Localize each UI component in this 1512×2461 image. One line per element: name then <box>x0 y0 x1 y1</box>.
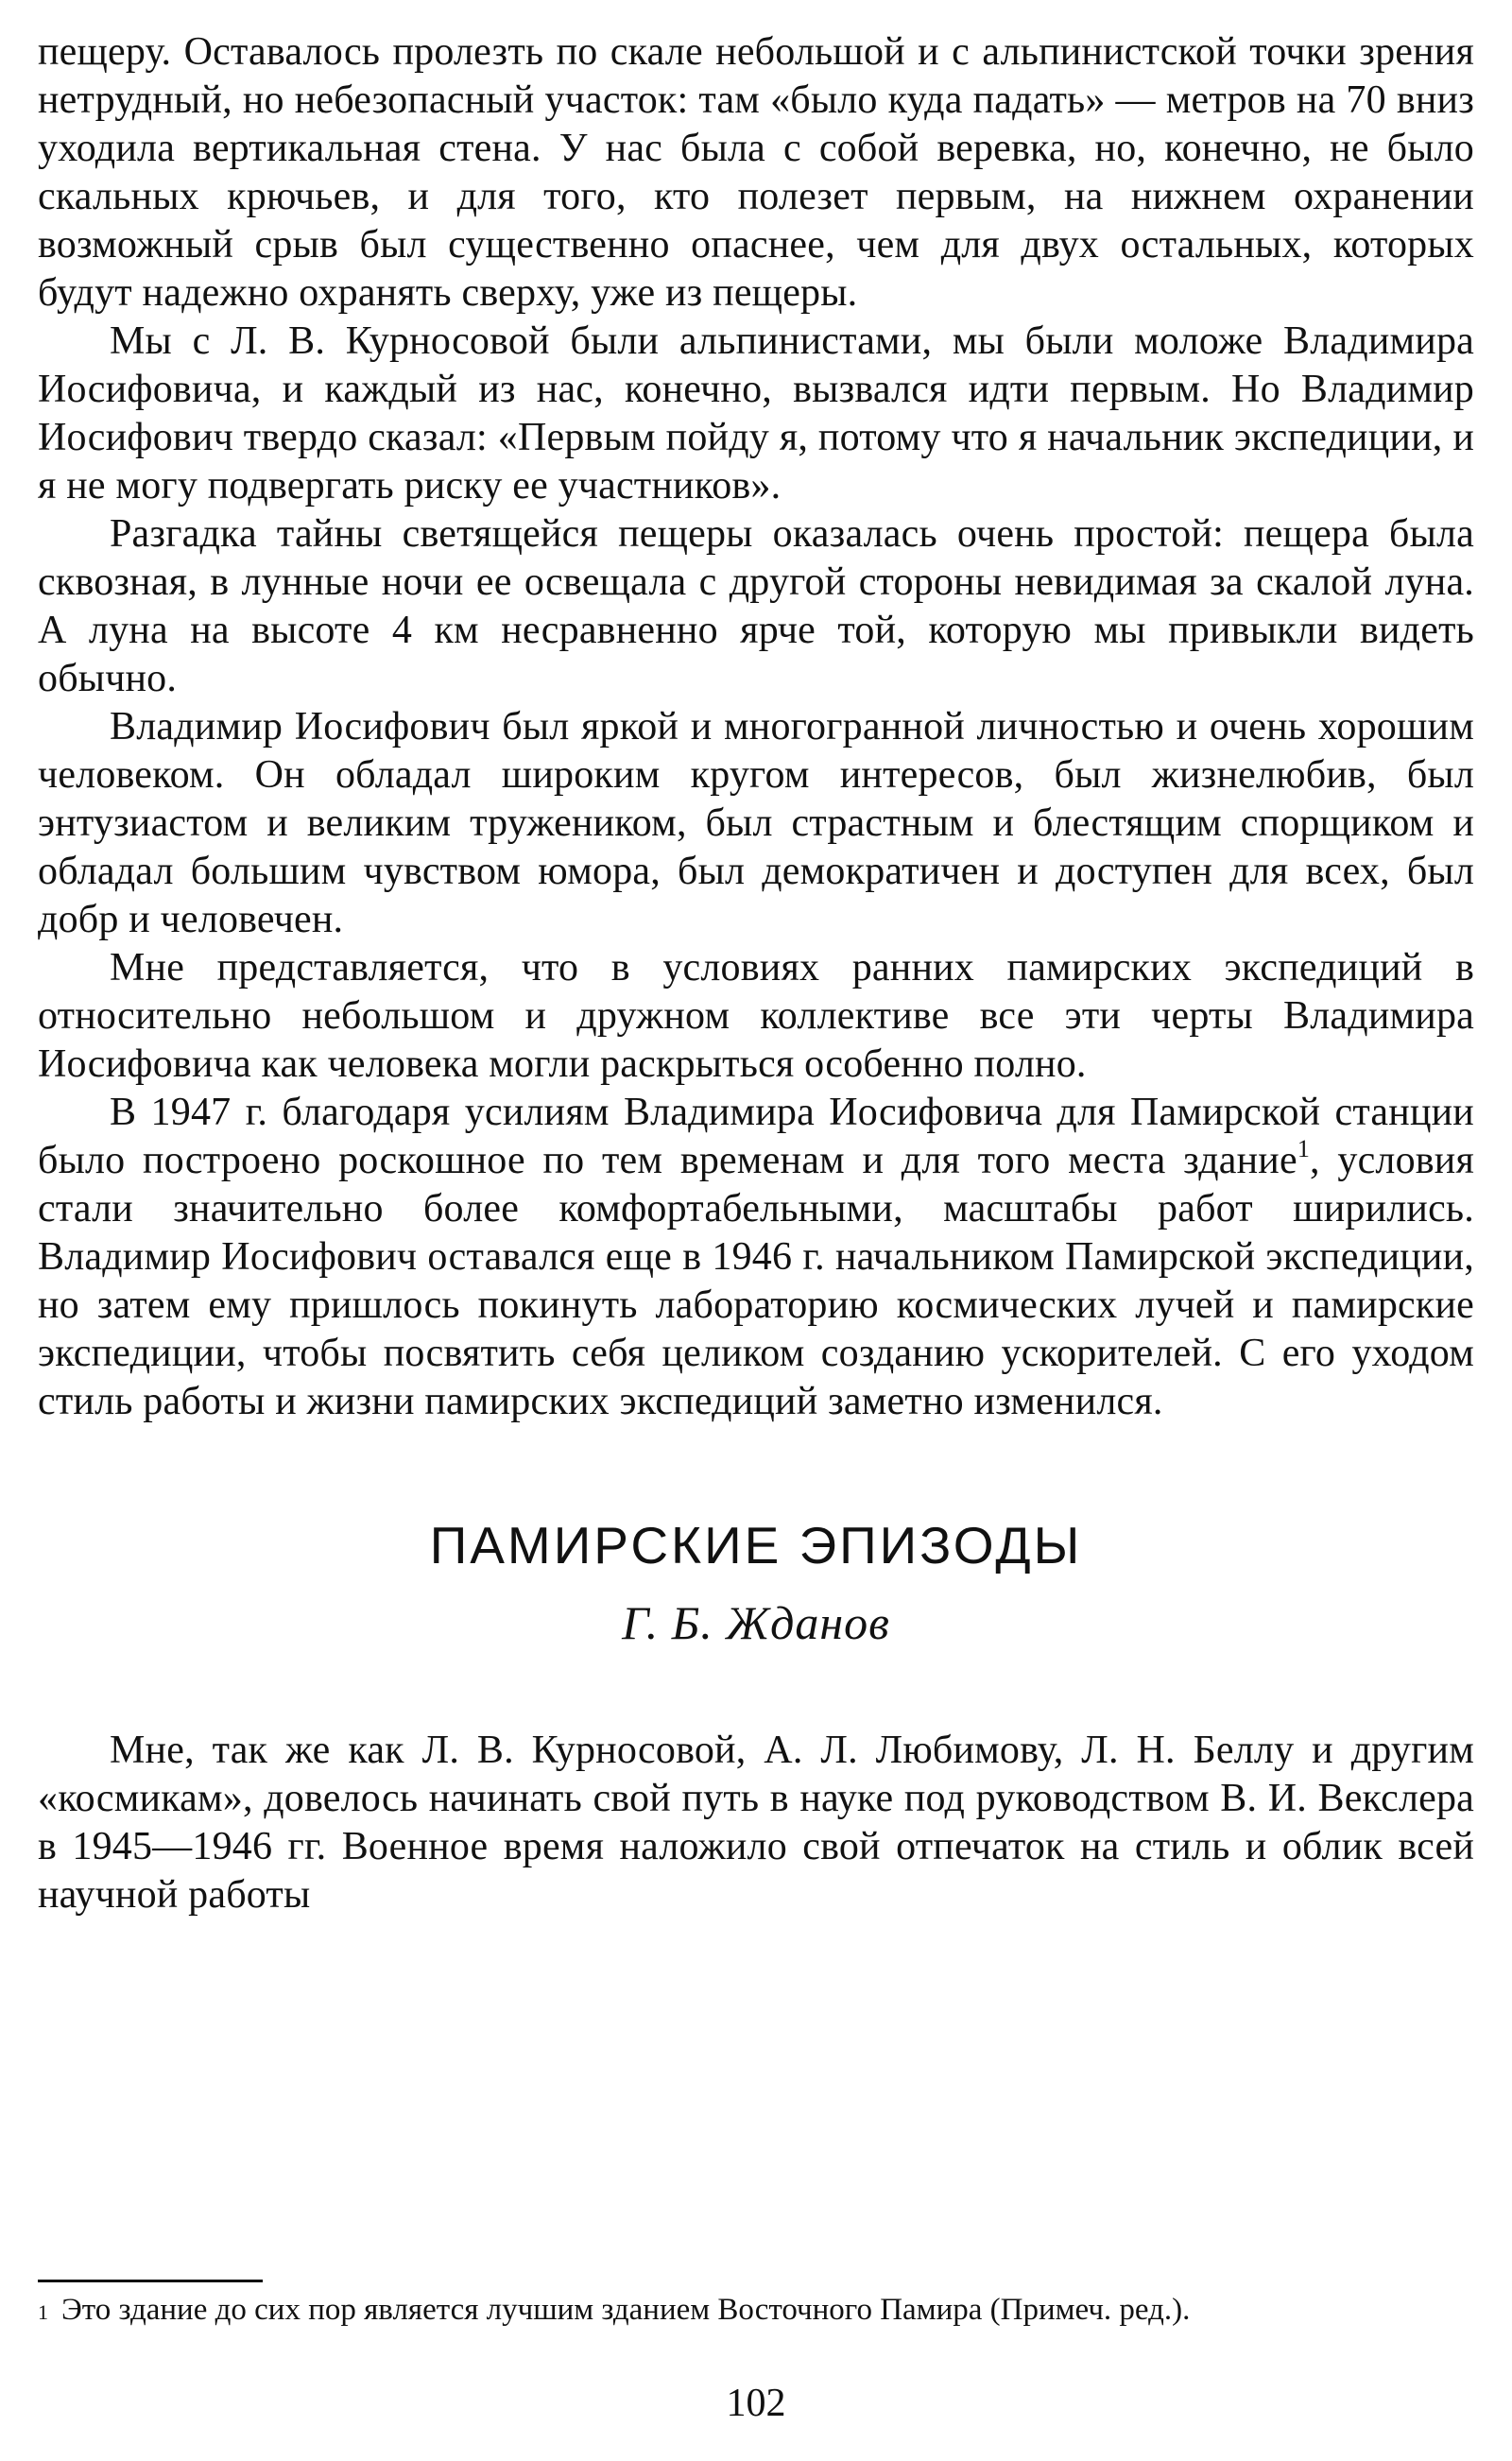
paragraph-who-goes-first: Мы с Л. В. Курносовой были альпинистами, мы были моложе Владимира Иосифовича, и каждый из нас, конечно, вызвался идти первым. Но Владимир Иосифович твердо сказал: «Первым пойду я, потому что я начальник экспедиции, и я не могу подвергать риску ее участников». <box>38 319 1474 508</box>
footnote <box>38 2291 1474 2330</box>
paragraph-section-intro: Мне, так же как Л. В. Курносовой, А. Л. Любимову, Л. Н. Беллу и другим «космикам», довелось начинать свой путь в науке под руководством В. И. Векслера в 1945—1946 гг. Военное время наложило свой отпечаток на стиль и облик всей научной работы <box>38 1729 1474 1917</box>
paragraph-cave-climb: пещеру. Оставалось пролезть по скале небольшой и с альпинистской точки зрения нетрудный, но небезопасный участок: там «было куда падать» — метров на 70 вниз уходила вертикальная стена. У нас была с собой веревка, но, конечно, не было скальных крючьев, и для того, кто полезет первым, на нижнем охранении возможный срыв был существенно опаснее, чем для двух остальных, которых будут надежно охранять сверху, уже из пещеры. <box>38 30 1474 315</box>
section-author: Г. Б. Жданов <box>622 1596 890 1649</box>
section-title: ПАМИРСКИЕ ЭПИЗОДЫ <box>429 1516 1083 1575</box>
paragraph-1947-text-end: , условия стали значительно более комфортабельными, масштабы работ ширились. Владимир Иосифович оставался еще в 1946 г. начальником Памирской экспедиции, но затем ему пришлось покинуть лабораторию космических лучей и памирские экспедиции, чтобы посвятить себя целиком созданию ускорителей. С его уходом стиль работы и жизни памирских экспедиций заметно изменился. <box>38 1139 1474 1423</box>
paragraph-personality: Владимир Иосифович был яркой и многогранной личностью и очень хорошим человеком. Он обладал широким кругом интересов, был жизнелюбив, был энтузиастом и великим тружеником, был страстным и блестящим спорщиком и обладал большим чувством юмора, был демократичен и доступен для всех, был добр и человечен. <box>38 705 1474 941</box>
paragraph-1947-building <box>38 1089 1474 1426</box>
footnote-text: Это здание до сих пор является лучшим зданием Восточного Памира (Примеч. ред.). <box>61 2293 1191 2327</box>
paragraph-1947-text-start: В 1947 г. благодаря усилиям Владимира Иосифовича для Памирской станции было построено роскошное по тем временам и для того места здание <box>38 1091 1474 1182</box>
page-body <box>38 28 1474 1919</box>
footnote-mark: 1 <box>38 2300 48 2324</box>
footnote-reference-mark: 1 <box>1297 1135 1311 1162</box>
paragraph-early-expeditions: Мне представляется, что в условиях ранних памирских экспедиций в относительно небольшом и дружном коллективе все эти черты Владимира Иосифовича как человека могли раскрыться особенно полно. <box>38 946 1474 1086</box>
page-number: 102 <box>726 2382 786 2425</box>
footnote-divider <box>38 2280 263 2282</box>
paragraph-cave-mystery: Разгадка тайны светящейся пещеры оказалась очень простой: пещера была сквозная, в лунные ночи ее освещала с другой стороны невидимая за скалой луна. А луна на высоте 4 км несравненно ярче той, которую мы привыкли видеть обычно. <box>38 512 1474 700</box>
